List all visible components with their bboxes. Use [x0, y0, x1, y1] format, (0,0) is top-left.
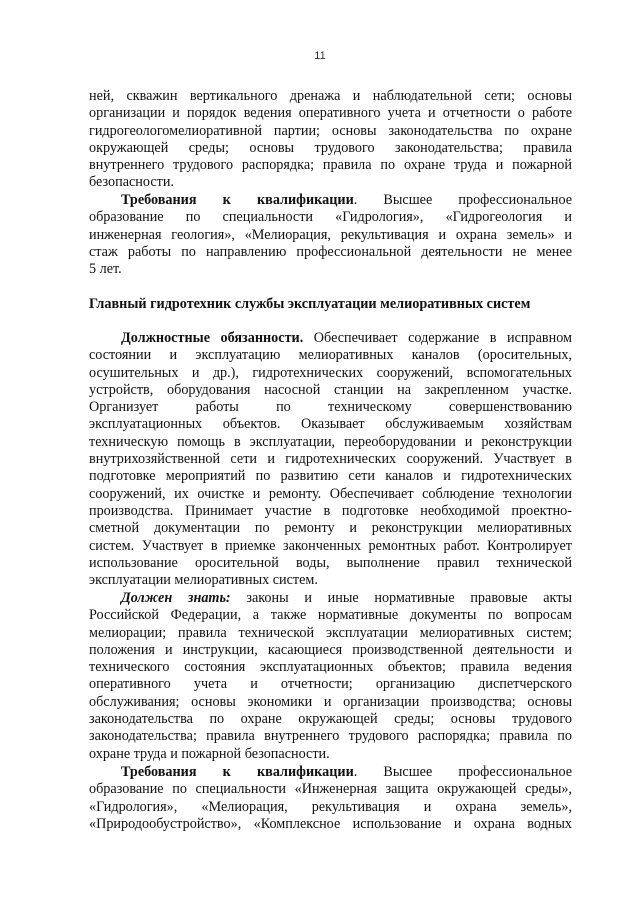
- text-line: внутреннего трудового распорядка; правила по охране труда и пожарной: [89, 157, 572, 174]
- section-label: Требования к квалификации: [121, 764, 354, 780]
- text-line: «Гидрология», «Мелиорация, рекультивация и охрана земель»,: [89, 798, 572, 815]
- text-fragment: Обеспечивает содержание в исправном: [303, 330, 572, 346]
- text-line: гидрогеологомелиоративной партии; основы законодательства по охране: [89, 122, 572, 139]
- text-line: [89, 764, 572, 781]
- text-line: использование оросительной воды, выполнение правил технической: [89, 554, 572, 571]
- text-line: сооружений, их очистке и ремонту. Обеспечивает соблюдение технологии: [89, 485, 572, 502]
- text-line: обслуживания; основы экономики и организации производства; основы: [89, 693, 572, 710]
- text-line: 5 лет.: [89, 261, 122, 278]
- text-line: эксплуатационных объектов. Оказывает обслуживаемым хозяйствам: [89, 416, 572, 433]
- text-line: Российской Федерации, а также нормативные документы по вопросам: [89, 607, 572, 624]
- text-line: систем. Участвует в приемке законченных ремонтных работ. Контролирует: [89, 537, 572, 554]
- text-line: оперативного учета и отчетности; организацию диспетчерского: [89, 676, 572, 693]
- paragraph-continuation: [89, 88, 572, 192]
- section-label: Должен знать:: [121, 590, 231, 606]
- text-line: мелиорации; правила технической эксплуатации мелиоративных систем;: [89, 624, 572, 641]
- text-line: производства. Принимает участие в подготовке необходимой проектно-: [89, 502, 572, 519]
- text-line: состоянии и эксплуатацию мелиоративных каналов (оросительных,: [89, 347, 572, 364]
- paragraph-duties: [89, 330, 572, 589]
- text-line: стаж работы по направлению профессиональной деятельности не менее: [89, 243, 572, 260]
- text-line: Организует работы по техническому совершенствованию: [89, 399, 572, 416]
- text-line: [89, 590, 572, 607]
- section-label: Требования к квалификации: [121, 192, 354, 208]
- text-line: технического состояния эксплуатационных объектов; правила ведения: [89, 659, 572, 676]
- page-number: 11: [314, 50, 326, 62]
- text-line: [89, 192, 572, 209]
- text-fragment: законы и иные нормативные правовые акты: [230, 590, 572, 606]
- text-line: подготовке мероприятий по развитию сети каналов и гидротехнических: [89, 468, 572, 485]
- text-line: техническую помощь в эксплуатации, переоборудовании и реконструкции: [89, 433, 572, 450]
- text-line: законодательства; правила внутреннего трудового распорядка; правила по: [89, 728, 572, 745]
- text-fragment: . Высшее профессиональное: [353, 764, 573, 780]
- paragraph-must-know: [89, 590, 572, 763]
- text-line: осушительных и др.), гидротехнических сооружений, вспомогательных: [89, 364, 572, 381]
- text-line: организации и порядок ведения оперативного учета и отчетности о работе: [89, 105, 572, 122]
- text-line: эксплуатации мелиоративных систем.: [89, 572, 318, 589]
- text-fragment: . Высшее профессиональное: [353, 192, 573, 208]
- text-line: устройств, оборудования насосной станции на закрепленном участке.: [89, 381, 572, 398]
- text-line: внутрихозяйственной сети и гидротехнических сооружений. Участвует в: [89, 451, 572, 468]
- text-line: образование по специальности «Гидрология», «Гидрогеология и: [89, 209, 572, 226]
- text-line: законодательства по охране окружающей среды; основы трудового: [89, 711, 572, 728]
- section-heading: Главный гидротехник службы эксплуатации мелиоративных систем: [89, 296, 531, 312]
- text-line: «Природообустройство», «Комплексное использование и охрана водных: [89, 815, 572, 832]
- text-line: инженерная геология», «Мелиорация, рекультивация и охрана земель» и: [89, 226, 572, 243]
- text-line: [89, 330, 572, 347]
- section-label: Должностные обязанности.: [121, 330, 304, 346]
- text-line: охране труда и пожарной безопасности.: [89, 745, 330, 762]
- text-line: ней, скважин вертикального дренажа и наблюдательной сети; основы: [89, 88, 572, 104]
- paragraph-qualifications-2: [89, 764, 572, 833]
- text-line: безопасности.: [89, 174, 174, 191]
- paragraph-qualifications-1: [89, 192, 572, 278]
- text-line: сметной документации по ремонту и реконструкции мелиоративных: [89, 520, 572, 537]
- text-line: положения и инструкции, касающиеся производственной деятельности и: [89, 641, 572, 658]
- text-line: окружающей среды; основы трудового законодательства; правила: [89, 139, 572, 156]
- text-line: образование по специальности «Инженерная защита окружающей среды»,: [89, 781, 572, 798]
